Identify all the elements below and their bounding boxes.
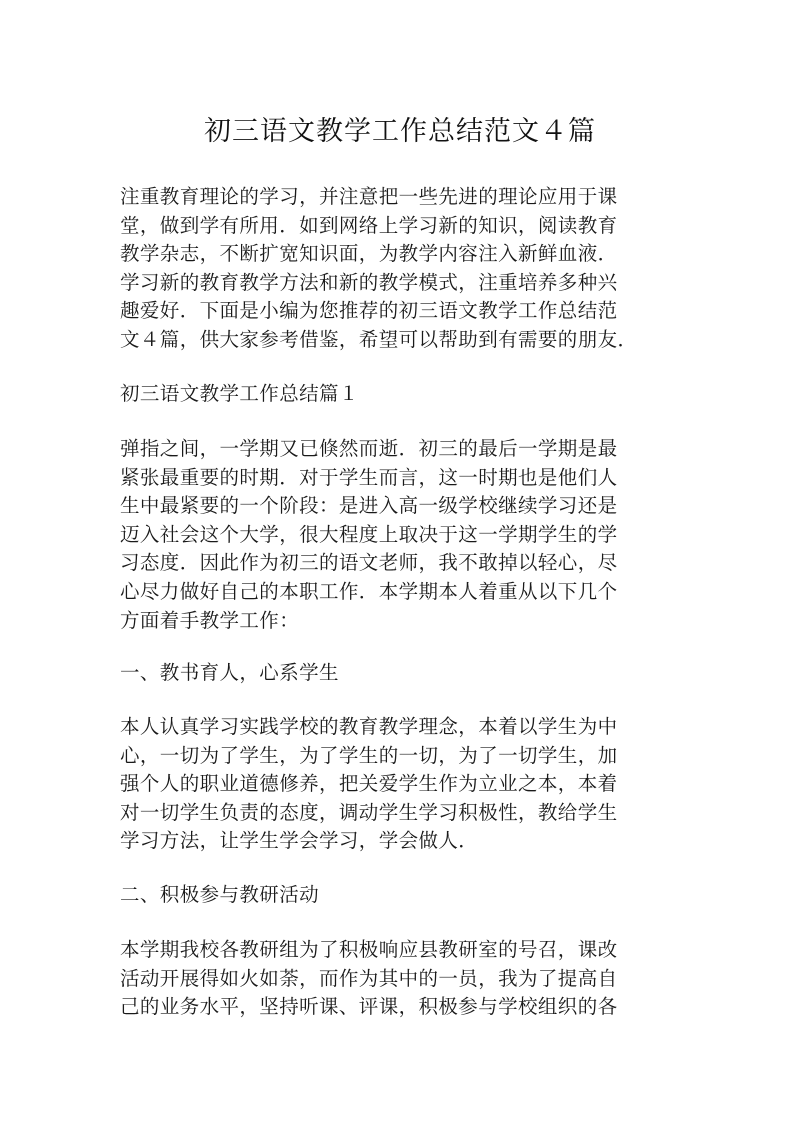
text-line: 本人认真学习实践学校的教育教学理念，本着以学生为中 <box>120 715 618 738</box>
text-line: 己的业务水平，坚持听课、评课，积极参与学校组织的各 <box>120 995 618 1019</box>
text-line: 本学期我校各教研组为了积极响应县教研室的号召，课改 <box>120 938 618 961</box>
text-line: 心，一切为了学生，为了学生的一切，为了一切学生，加 <box>120 743 618 767</box>
text-line: 学习方法，让学生学会学习，学会做人． <box>120 829 479 853</box>
text-line: 弹指之间，一学期又已倏然而逝．初三的最后一学期是最 <box>120 437 618 460</box>
text-line: 学习新的教育教学方法和新的教学模式，注重培养多种兴 <box>120 270 618 294</box>
text-line: 紧张最重要的时期．对于学生而言，这一时期也是他们人 <box>120 465 618 489</box>
text-line: 方面着手教学工作： <box>120 608 300 632</box>
text-line: 堂，做到学有所用．如到网络上学习新的知识，阅读教育 <box>120 213 618 237</box>
text-line: 活动开展得如火如荼，而作为其中的一员，我为了提高自 <box>120 966 618 990</box>
point2-paragraph <box>120 936 665 1022</box>
text-line: 强个人的职业道德修养，把关爱学生作为立业之本，本着 <box>120 772 618 796</box>
text-line: 教学杂志，不断扩宽知识面，为教学内容注入新鲜血液． <box>120 242 618 266</box>
text-line: 文４篇，供大家参考借鉴，希望可以帮助到有需要的朋友． <box>120 327 638 351</box>
text-line: 生中最紧要的一个阶段：是进入高一级学校继续学习还是 <box>120 494 618 518</box>
point1-paragraph <box>120 713 665 856</box>
section-heading: 初三语文教学工作总结篇１ <box>120 382 359 405</box>
point-heading: 一、教书育人，心系学生 <box>120 661 339 684</box>
point-heading: 二、积极参与教研活动 <box>120 883 320 906</box>
text-line: 对一切学生负责的态度，调动学生学习积极性，教给学生 <box>120 800 618 824</box>
text-line: 注重教育理论的学习，并注意把一些先进的理论应用于课 <box>120 185 618 208</box>
document-title: 初三语文教学工作总结范文４篇 <box>204 116 596 147</box>
text-line: 趣爱好．下面是小编为您推荐的初三语文教学工作总结范 <box>120 299 618 323</box>
section1-paragraph <box>120 435 665 635</box>
text-line: 习态度．因此作为初三的语文老师，我不敢掉以轻心，尽 <box>120 551 618 575</box>
text-line: 迈入社会这个大学，很大程度上取决于这一学期学生的学 <box>120 522 618 546</box>
intro-paragraph <box>120 183 665 355</box>
text-line: 心尽力做好自己的本职工作．本学期本人着重从以下几个 <box>120 579 618 603</box>
